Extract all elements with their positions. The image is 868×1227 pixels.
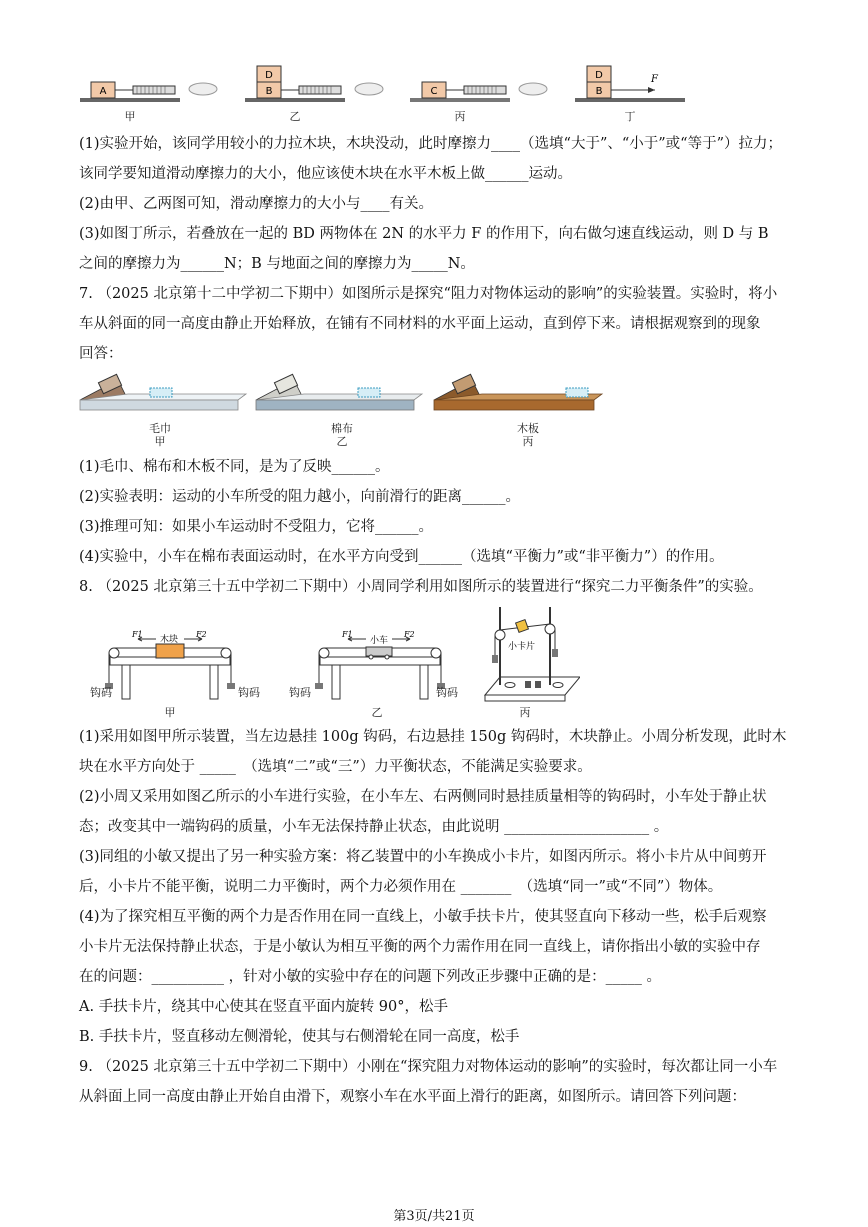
fig7-material-3: 木板 xyxy=(517,422,539,435)
apparatus-jia xyxy=(105,630,235,699)
svg-text:F2: F2 xyxy=(196,630,207,639)
svg-text:F1: F1 xyxy=(132,630,143,639)
two-force-balance-figure xyxy=(80,605,580,720)
apparatus-yi xyxy=(315,630,445,699)
fig7-name-2: 乙 xyxy=(336,435,348,448)
q8-part4-line3: 在的问题：__________ ，针对小敏的实验中存在的问题下列改正步骤中正确的是：_____ 。 xyxy=(79,969,661,985)
q7-part1: (1)毛巾、棉布和木板不同，是为了反映______。 xyxy=(79,459,390,475)
block-b-label: B xyxy=(265,86,273,97)
q9-intro-line1: 9. （2025 北京第三十五中学初二下期中）小刚在“探究阻力对物体运动的影响”的实验时，每次都让同一小车 xyxy=(79,1059,778,1075)
block-c-label: C xyxy=(430,86,438,97)
block-d-label: D xyxy=(265,70,273,81)
fig7-name-1: 甲 xyxy=(154,435,166,448)
svg-text:D: D xyxy=(595,70,603,81)
q8-part2-line1: (2)小周又采用如图乙所示的小车进行实验，在小车左、右两侧同时悬挂质量相等的钩码时，小车处于静止状 xyxy=(79,789,767,805)
fig6-label-yi: 乙 xyxy=(289,110,301,123)
q6-part1-line1: (1)实验开始，该同学用较小的力拉木块，木块没动，此时摩擦力____（选填“大于”、“小于”或“等于”）拉力； xyxy=(79,136,783,152)
q6-part3-line1: (3)如图丁所示，若叠放在一起的 BD 两物体在 2N 的水平力 F 的作用下，向右做匀速直线运动，则 D 与 B xyxy=(79,226,769,242)
q7-part3: (3)推理可知：如果小车运动时不受阻力，它将______。 xyxy=(79,519,434,535)
card-label: 小卡片 xyxy=(508,642,536,652)
force-f-label: F xyxy=(651,74,658,85)
q8-part4-line1: (4)为了探究相互平衡的两个力是否作用在同一直线上，小敏手扶卡片，使其竖直向下移动一些，松手后观察 xyxy=(79,909,767,925)
q7-intro-line3: 回答： xyxy=(79,346,123,362)
block-label: 木块 xyxy=(160,635,179,645)
page-footer: 第3页/共21页 xyxy=(393,1209,475,1224)
fig8-label-yi: 乙 xyxy=(371,706,383,719)
fig7-material-1: 毛巾 xyxy=(149,422,171,435)
fig7-material-2: 棉布 xyxy=(331,422,353,435)
q8-part3-line2: 后，小卡片不能平衡，说明二力平衡时，两个力必须作用在 _______ （选填“同一”或“不同”）物体。 xyxy=(79,879,723,895)
weight-label-left-jia: 钩码 xyxy=(90,686,112,699)
svg-text:F2: F2 xyxy=(404,630,415,639)
q6-part2: (2)由甲、乙两图可知，滑动摩擦力的大小与____有关。 xyxy=(79,196,434,212)
surface-towel xyxy=(80,374,246,410)
fig8-label-bing: 丙 xyxy=(519,706,531,719)
q8-part1-line2: 块在水平方向处于 _____ （选填“二”或“三”）力平衡状态，不能满足实验要求。 xyxy=(79,759,592,775)
apparatus-bing xyxy=(485,607,580,701)
friction-experiment-figure xyxy=(75,62,695,122)
weight-label-right-yi: 钩码 xyxy=(436,686,458,699)
q7-intro-line1: 7. （2025 北京第十二中学初二下期中）如图所示是探究“阻力对物体运动的影响”的实验装置。实验时，将小 xyxy=(79,286,778,302)
q8-option-b: B. 手扶卡片，竖直移动左侧滑轮，使其与右侧滑轮在同一高度，松手 xyxy=(79,1029,520,1045)
fig8-label-jia: 甲 xyxy=(164,706,176,719)
q8-intro: 8. （2025 北京第三十五中学初二下期中）小周同学利用如图所示的装置进行“探究二力平衡条件”的实验。 xyxy=(79,579,763,595)
q8-part1-line1: (1)采用如图甲所示装置，当左边悬挂 100g 钩码，右边悬挂 150g 钩码时，木块静止。小周分析发现，此时木 xyxy=(79,729,787,745)
fig6-label-ding: 丁 xyxy=(624,110,636,123)
surface-cotton xyxy=(256,374,422,410)
q8-option-a: A. 手扶卡片，绕其中心使其在竖直平面内旋转 90°，松手 xyxy=(79,999,448,1015)
q8-part3-line1: (3)同组的小敏又提出了另一种实验方案：将乙装置中的小车换成小卡片，如图丙所示。将小卡片从中间剪开 xyxy=(79,849,767,865)
q8-part4-line2: 小卡片无法保持静止状态，于是小敏认为相互平衡的两个力需作用在同一直线上，请你指出小敏的实验中存 xyxy=(79,939,761,955)
q7-part4: (4)实验中，小车在棉布表面运动时，在水平方向受到______（选填“平衡力”或“非平衡力”）的作用。 xyxy=(79,549,724,565)
svg-text:B: B xyxy=(595,86,603,97)
figure-yi xyxy=(245,66,383,102)
q7-part2: (2)实验表明：运动的小车所受的阻力越小，向前滑行的距离______。 xyxy=(79,489,521,505)
q7-intro-line2: 车从斜面的同一高度由静止开始释放，在铺有不同材料的水平面上运动，直到停下来。请根据观察到的现象 xyxy=(79,316,761,332)
q9-intro-line2: 从斜面上同一高度由静止开始自由滑下，观察小车在水平面上滑行的距离，如图所示。请回答下列问题： xyxy=(79,1089,746,1105)
weight-label-right-jia: 钩码 xyxy=(238,686,260,699)
incline-surfaces-figure xyxy=(78,372,608,422)
fig7-name-3: 丙 xyxy=(522,435,534,448)
svg-text:F1: F1 xyxy=(342,630,353,639)
q6-part1-line2: 该同学要知道滑动摩擦力的大小，他应该使木块在水平木板上做______运动。 xyxy=(79,166,572,182)
block-a-label: A xyxy=(99,86,107,97)
cart-label: 小车 xyxy=(370,636,389,646)
weight-label-left-yi: 钩码 xyxy=(289,686,311,699)
q6-part3-line2: 之间的摩擦力为______N；B 与地面之间的摩擦力为_____N。 xyxy=(79,256,475,272)
figure-ding xyxy=(575,66,685,102)
q8-part2-line2: 态；改变其中一端钩码的质量，小车无法保持静止状态，由此说明 ____________________ 。 xyxy=(79,819,669,835)
figure-bing xyxy=(410,82,547,102)
figure-jia xyxy=(80,82,217,102)
fig6-label-jia: 甲 xyxy=(124,110,136,123)
fig6-label-bing: 丙 xyxy=(454,110,466,123)
surface-wood xyxy=(434,374,602,410)
